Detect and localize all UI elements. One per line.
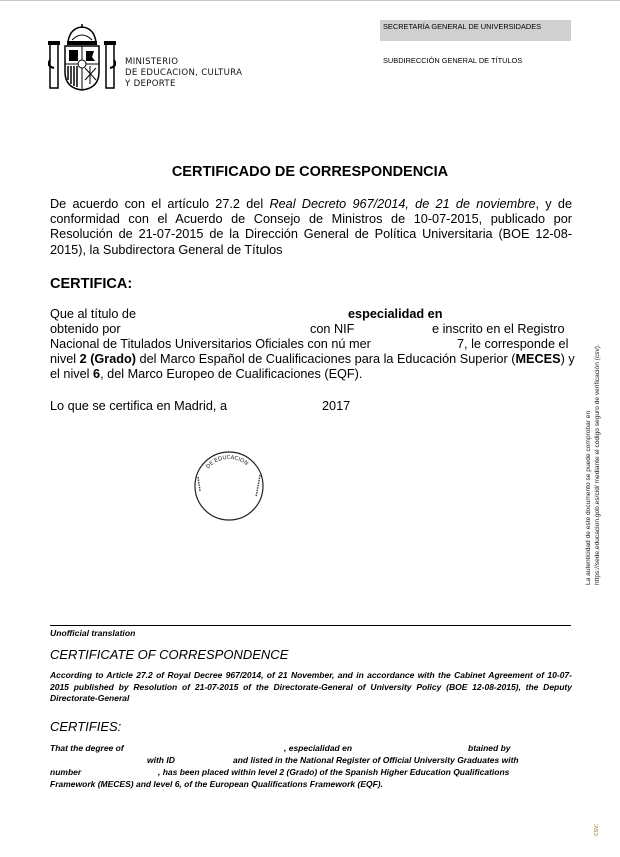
eqf-level-text: el nivel <box>50 367 94 381</box>
obtained-by-label: obtenido por <box>50 322 121 336</box>
intro-text-a: De acuerdo con el artículo 27.2 del <box>50 197 270 211</box>
register-number-label: Nacional de Titulados Universitarios Oficiales con nú mer <box>50 337 371 351</box>
ministry-line: MINISTERIO <box>125 57 179 67</box>
coat-of-arms-icon <box>48 24 116 92</box>
degree-of-label: That the degree of <box>50 743 124 753</box>
secretariat-label: SECRETARÍA GENERAL DE UNIVERSIDADES <box>380 20 571 41</box>
level-value: 2 (Grado) <box>79 352 137 366</box>
intro-text-b: , y de conformidad con el Acuerdo de Consejo de Ministros de 10-07-2015, publicado por Resolución de 21-07-2015 de la Dirección General de Política Universitaria (BOE 12-08-2015), la Subdirectora General de Títulos <box>50 197 573 257</box>
corresponds-text: 7, le corresponde el <box>457 337 569 351</box>
official-seal-icon <box>190 447 268 525</box>
verification-line-2: https://sede.educacion.gob.es/cid/ mediante el código seguro de verificación (csv). <box>594 344 601 585</box>
intro-paragraph <box>50 197 572 258</box>
place-date-line <box>50 399 351 413</box>
cert-line-3 <box>50 337 569 351</box>
english-line-4: Framework (MECES) and level 6, of the European Qualifications Framework (EQF). <box>50 779 383 789</box>
ministry-name <box>125 57 242 90</box>
level-text: nivel <box>50 352 80 366</box>
intro-decree: Real Decreto 967/2014, de 21 de noviembre <box>269 197 536 211</box>
meces-text: del Marco Español de Cualificaciones para la Educación Superior ( <box>136 352 516 366</box>
cert-line-1 <box>50 307 443 321</box>
unofficial-translation-label: Unofficial translation <box>50 628 136 638</box>
top-border <box>0 0 620 1</box>
nif-label: con NIF <box>310 322 355 336</box>
register-en-text: and listed in the National Register of Official University Graduates with <box>233 755 519 765</box>
cert-line-4 <box>50 352 575 366</box>
document-title: CERTIFICADO DE CORRESPONDENCIA <box>171 164 449 180</box>
registry-text: e inscrito en el Registro <box>432 322 565 336</box>
place-date-text: Lo que se certifica en Madrid, a <box>50 399 228 413</box>
id-label: with ID <box>147 755 175 765</box>
ministry-line: DE EDUCACION, CULTURA <box>125 68 243 78</box>
verification-note <box>584 275 602 585</box>
english-line-3 <box>50 767 510 777</box>
english-title: CERTIFICATE OF CORRESPONDENCE <box>50 647 289 662</box>
csv-label: csv: <box>593 823 600 836</box>
meces-close: ) y <box>560 352 575 366</box>
certifica-heading: CERTIFICA: <box>50 276 133 292</box>
english-intro-paragraph: According to Article 27.2 of Royal Decree 967/2014, of 21 November, and in accordance with the Cabinet Agreement of 10-07-2015 published by Resolution of 21-07-2015 of the Directorate-General of University Policy (BOE 12-08-2015), the Deputy Directorate-General <box>50 670 572 703</box>
verification-line-1: La autenticidad de este documento se puede comprobar en <box>585 410 592 585</box>
english-line-1 <box>50 743 511 753</box>
cert-line-5 <box>50 367 362 381</box>
eqf-text: , del Marco Europeo de Cualificaciones (EQF). <box>100 367 363 381</box>
meces-acronym: MECES <box>515 352 561 366</box>
cert-line-2 <box>50 322 565 336</box>
eqf-level-value: 6 <box>93 367 101 381</box>
specialty-label: especialidad en <box>348 307 443 321</box>
subdirectorate-label: SUBDIRECCIÓN GENERAL DE TÍTULOS <box>383 56 523 65</box>
year-text: 2017 <box>322 399 351 413</box>
ministry-line: Y DEPORTE <box>125 79 176 89</box>
section-divider <box>50 625 571 626</box>
number-label: number <box>50 767 82 777</box>
stamp-text: DE EDUCACION <box>205 454 249 471</box>
degree-label: Que al título de <box>50 307 137 321</box>
obtained-by-en-label: btained by <box>468 743 511 753</box>
specialty-en-label: , especialidad en <box>284 743 353 753</box>
certifies-heading: CERTIFIES: <box>50 719 122 734</box>
placed-within-text: , has been placed within level 2 (Grado) of the Spanish Higher Education Qualifications <box>158 767 510 777</box>
